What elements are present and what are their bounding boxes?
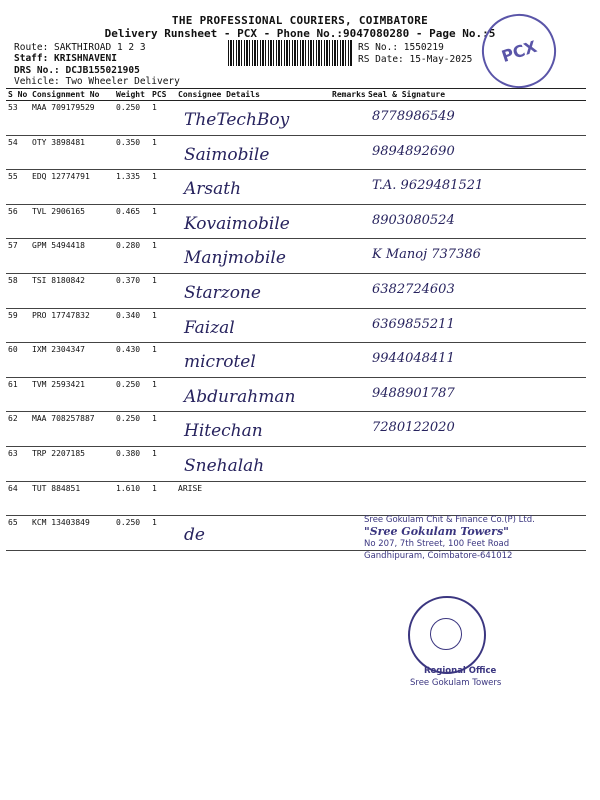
handwritten-consignee: de — [184, 525, 205, 546]
table-row — [6, 135, 586, 170]
cell-pcs — [150, 170, 176, 205]
handwritten-consignee: microtel — [184, 352, 256, 373]
cell-sno-text: 62 — [8, 414, 18, 424]
runsheet-subtitle: Delivery Runsheet - PCX - Phone No.:9047080280 - Page No.:5 — [104, 27, 496, 40]
cell-sno-text: 60 — [8, 345, 18, 355]
rs-number: RS No.: 1550219 — [358, 42, 444, 53]
cell-pcs — [150, 101, 176, 136]
cell-pcs — [150, 343, 176, 378]
cell-remarks — [330, 170, 366, 205]
route-label: Route: SAKTHIROAD 1 2 3 — [14, 42, 146, 53]
cell-sno — [6, 481, 30, 516]
regional-office-name: Sree Gokulam Towers — [410, 678, 502, 688]
col-header-weight: Weight — [114, 89, 150, 101]
cell-pcs — [150, 481, 176, 516]
cell-signature — [366, 343, 586, 378]
handwritten-signature: 9944048411 — [372, 351, 455, 367]
cell-weight-text: 0.380 — [116, 448, 141, 458]
cell-pcs — [150, 204, 176, 239]
cell-remarks — [330, 101, 366, 136]
cell-consignment — [30, 308, 114, 343]
cell-remarks — [330, 273, 366, 308]
cell-signature — [366, 239, 586, 274]
cell-remarks — [330, 343, 366, 378]
cell-consignee — [176, 446, 330, 481]
cell-sno — [6, 101, 30, 136]
runsheet-table — [6, 88, 586, 551]
handwritten-consignee: TheTechBoy — [184, 110, 290, 130]
cell-consignee — [176, 377, 330, 412]
handwritten-signature: 9488901787 — [372, 385, 455, 401]
cell-sno-text: 56 — [8, 206, 18, 216]
vehicle-label: Vehicle: Two Wheeler Delivery — [14, 76, 180, 87]
cell-weight — [114, 481, 150, 516]
handwritten-signature: 9894892690 — [372, 143, 455, 159]
cell-remarks — [330, 239, 366, 274]
cell-weight — [114, 135, 150, 170]
cell-consignment-text: OTY 3898481 — [32, 137, 85, 147]
cell-consignment — [30, 239, 114, 274]
cell-weight-text: 0.280 — [116, 241, 141, 251]
cell-signature — [366, 412, 586, 447]
cell-consignee — [176, 101, 330, 136]
handwritten-signature: K Manoj 737386 — [372, 247, 481, 263]
handwritten-consignee: Hitechan — [184, 421, 263, 442]
cell-pcs — [150, 516, 176, 551]
cell-sno-text: 53 — [8, 103, 18, 112]
cell-remarks — [330, 204, 366, 239]
cell-weight — [114, 516, 150, 551]
table-row — [6, 170, 586, 205]
cell-pcs-text: 1 — [152, 448, 157, 458]
cell-weight — [114, 204, 150, 239]
cell-consignment — [30, 135, 114, 170]
cell-sno — [6, 412, 30, 447]
pcx-stamp: PCX — [472, 4, 565, 97]
barcode-image — [228, 40, 352, 66]
cell-weight-text: 0.250 — [116, 379, 141, 389]
cell-sno-text: 59 — [8, 310, 18, 320]
staff-label: Staff: KRISHNAVENI — [14, 53, 117, 64]
cell-remarks — [330, 446, 366, 481]
cell-sno-text: 58 — [8, 275, 18, 285]
cell-consignment-text: MAA 709179529 — [32, 103, 95, 112]
cell-sno-text: 57 — [8, 241, 18, 251]
cell-pcs-text: 1 — [152, 275, 157, 285]
handwritten-signature: 8778986549 — [372, 109, 455, 124]
cell-pcs — [150, 446, 176, 481]
cell-remarks — [330, 308, 366, 343]
handwritten-consignee: Manjmobile — [184, 248, 286, 269]
cell-consignment — [30, 101, 114, 136]
col-header-remarks: Remarks — [332, 90, 366, 99]
handwritten-signature: 8903080524 — [372, 212, 455, 228]
cell-pcs-text: 1 — [152, 345, 157, 355]
cell-signature — [366, 308, 586, 343]
cell-consignment-text: KCM 13403849 — [32, 518, 90, 528]
cell-weight — [114, 170, 150, 205]
cell-signature — [366, 273, 586, 308]
cell-consignee-text: ARISE — [178, 483, 203, 493]
cell-weight-text: 0.370 — [116, 275, 141, 285]
cell-weight-text: 0.430 — [116, 345, 141, 355]
cell-consignment-text: TVM 2593421 — [32, 379, 85, 389]
cell-sno — [6, 204, 30, 239]
cell-sno-text: 64 — [8, 483, 18, 493]
cell-consignment-text: IXM 2304347 — [32, 345, 85, 355]
cell-sno — [6, 516, 30, 551]
table-row — [6, 239, 586, 274]
handwritten-consignee: Snehalah — [184, 455, 265, 476]
cell-consignment-text: TUT 884851 — [32, 483, 81, 493]
cell-consignment-text: TVL 2906165 — [32, 206, 85, 216]
cell-consignment-text: TSI 8180842 — [32, 275, 85, 285]
cell-weight — [114, 273, 150, 308]
handwritten-consignee: Starzone — [184, 282, 261, 303]
handwritten-signature: 6369855211 — [372, 316, 455, 332]
cell-signature — [366, 481, 586, 516]
cell-sno-text: 63 — [8, 448, 18, 458]
cell-signature — [366, 135, 586, 170]
cell-weight-text: 0.250 — [116, 103, 141, 112]
cell-pcs-text: 1 — [152, 241, 157, 251]
handwritten-consignee: Arsath — [184, 179, 242, 200]
cell-consignment-text: MAA 708257887 — [32, 414, 95, 424]
cell-consignment — [30, 377, 114, 412]
col-header-consignee: Consignee Details — [176, 89, 330, 101]
cell-pcs-text: 1 — [152, 172, 157, 182]
cell-sno-text: 54 — [8, 137, 18, 147]
cell-sno — [6, 273, 30, 308]
cell-remarks — [330, 377, 366, 412]
cell-consignee — [176, 412, 330, 447]
cell-weight-text: 0.250 — [116, 518, 141, 528]
cell-weight-text: 0.250 — [116, 414, 141, 424]
cell-remarks — [330, 135, 366, 170]
cell-consignee — [176, 170, 330, 205]
cell-consignee — [176, 273, 330, 308]
cell-signature — [366, 101, 586, 136]
cell-consignment — [30, 170, 114, 205]
cell-sno — [6, 343, 30, 378]
table-row — [6, 204, 586, 239]
cell-consignee — [176, 343, 330, 378]
cell-consignment-text: GPM 5494418 — [32, 241, 85, 251]
cell-pcs — [150, 308, 176, 343]
table-row — [6, 308, 586, 343]
cell-weight — [114, 377, 150, 412]
cell-weight — [114, 343, 150, 378]
cell-weight-text: 0.465 — [116, 206, 141, 216]
cell-weight — [114, 101, 150, 136]
round-seal-emblem — [430, 618, 462, 650]
cell-consignee — [176, 204, 330, 239]
cell-pcs-text: 1 — [152, 414, 157, 424]
table-row — [6, 446, 586, 481]
cell-consignment — [30, 446, 114, 481]
drs-number: DRS No.: DCJB155021905 — [14, 65, 140, 76]
table-row — [6, 101, 586, 136]
cell-consignment — [30, 412, 114, 447]
cell-consignment — [30, 516, 114, 551]
cell-sno-text: 55 — [8, 172, 18, 182]
col-header-pcs: PCS — [150, 89, 176, 101]
handwritten-consignee: Faizal — [184, 317, 235, 338]
cell-pcs-text: 1 — [152, 137, 157, 147]
cell-remarks — [330, 516, 366, 551]
cell-consignee — [176, 239, 330, 274]
handwritten-consignee: Kovaimobile — [184, 213, 290, 234]
cell-sno-text: 65 — [8, 518, 18, 528]
cell-remarks — [330, 481, 366, 516]
col-header-sno: S No — [6, 89, 30, 101]
handwritten-signature: 6382724603 — [372, 281, 455, 297]
cell-consignment-text: PRO 17747832 — [32, 310, 90, 320]
cell-pcs-text: 1 — [152, 379, 157, 389]
handwritten-signature: 7280122020 — [372, 420, 455, 436]
cell-pcs-text: 1 — [152, 206, 157, 216]
cell-sno-text: 61 — [8, 379, 18, 389]
cell-weight — [114, 308, 150, 343]
cell-weight-text: 1.335 — [116, 172, 141, 182]
cell-consignment-text: TRP 2207185 — [32, 448, 85, 458]
cell-weight — [114, 446, 150, 481]
cell-signature — [366, 377, 586, 412]
handwritten-consignee: Abdurahman — [184, 386, 296, 407]
cell-sno — [6, 135, 30, 170]
table-header-row — [6, 89, 586, 101]
org-rubber-stamp: Sree Gokulam Chit & Finance Co.(P) Ltd. "Sree Gokulam Towers" No 207, 7th Street, 100 Feet Road Gandhipuram, Coimbatore-641012 — [364, 515, 535, 561]
cell-consignment-text: EDQ 12774791 — [32, 172, 90, 182]
cell-remarks — [330, 412, 366, 447]
cell-pcs — [150, 135, 176, 170]
table-row — [6, 481, 586, 516]
col-header-consignment: Consignment No — [30, 89, 114, 101]
cell-sno — [6, 239, 30, 274]
cell-weight — [114, 412, 150, 447]
cell-weight-text: 0.340 — [116, 310, 141, 320]
cell-consignee — [176, 308, 330, 343]
cell-signature — [366, 170, 586, 205]
cell-consignment — [30, 481, 114, 516]
regional-office-label: Regional Office — [424, 666, 497, 676]
cell-pcs-text: 1 — [152, 103, 157, 112]
cell-pcs-text: 1 — [152, 310, 157, 320]
cell-sno — [6, 308, 30, 343]
cell-signature — [366, 204, 586, 239]
table-row — [6, 377, 586, 412]
cell-pcs — [150, 377, 176, 412]
cell-weight-text: 0.350 — [116, 137, 141, 147]
cell-sno — [6, 446, 30, 481]
cell-pcs — [150, 239, 176, 274]
col-header-signature: Seal & Signature — [366, 89, 586, 101]
cell-pcs — [150, 412, 176, 447]
cell-pcs — [150, 273, 176, 308]
cell-pcs-text: 1 — [152, 518, 157, 528]
cell-consignment — [30, 204, 114, 239]
cell-consignment — [30, 343, 114, 378]
cell-consignee — [176, 481, 330, 516]
cell-weight-text: 1.610 — [116, 483, 141, 493]
cell-consignee — [176, 516, 330, 551]
cell-sno — [6, 170, 30, 205]
handwritten-signature: T.A. 9629481521 — [372, 178, 484, 194]
cell-weight — [114, 239, 150, 274]
table-row — [6, 343, 586, 378]
cell-pcs-text: 1 — [152, 483, 157, 493]
cell-consignee — [176, 135, 330, 170]
table-row — [6, 273, 586, 308]
cell-consignment — [30, 273, 114, 308]
table-row — [6, 412, 586, 447]
cell-signature — [366, 446, 586, 481]
rs-date: RS Date: 15-May-2025 — [358, 54, 473, 65]
handwritten-consignee: Saimobile — [184, 144, 270, 165]
cell-sno — [6, 377, 30, 412]
runsheet-company-title: THE PROFESSIONAL COURIERS, COIMBATORE — [171, 14, 429, 27]
